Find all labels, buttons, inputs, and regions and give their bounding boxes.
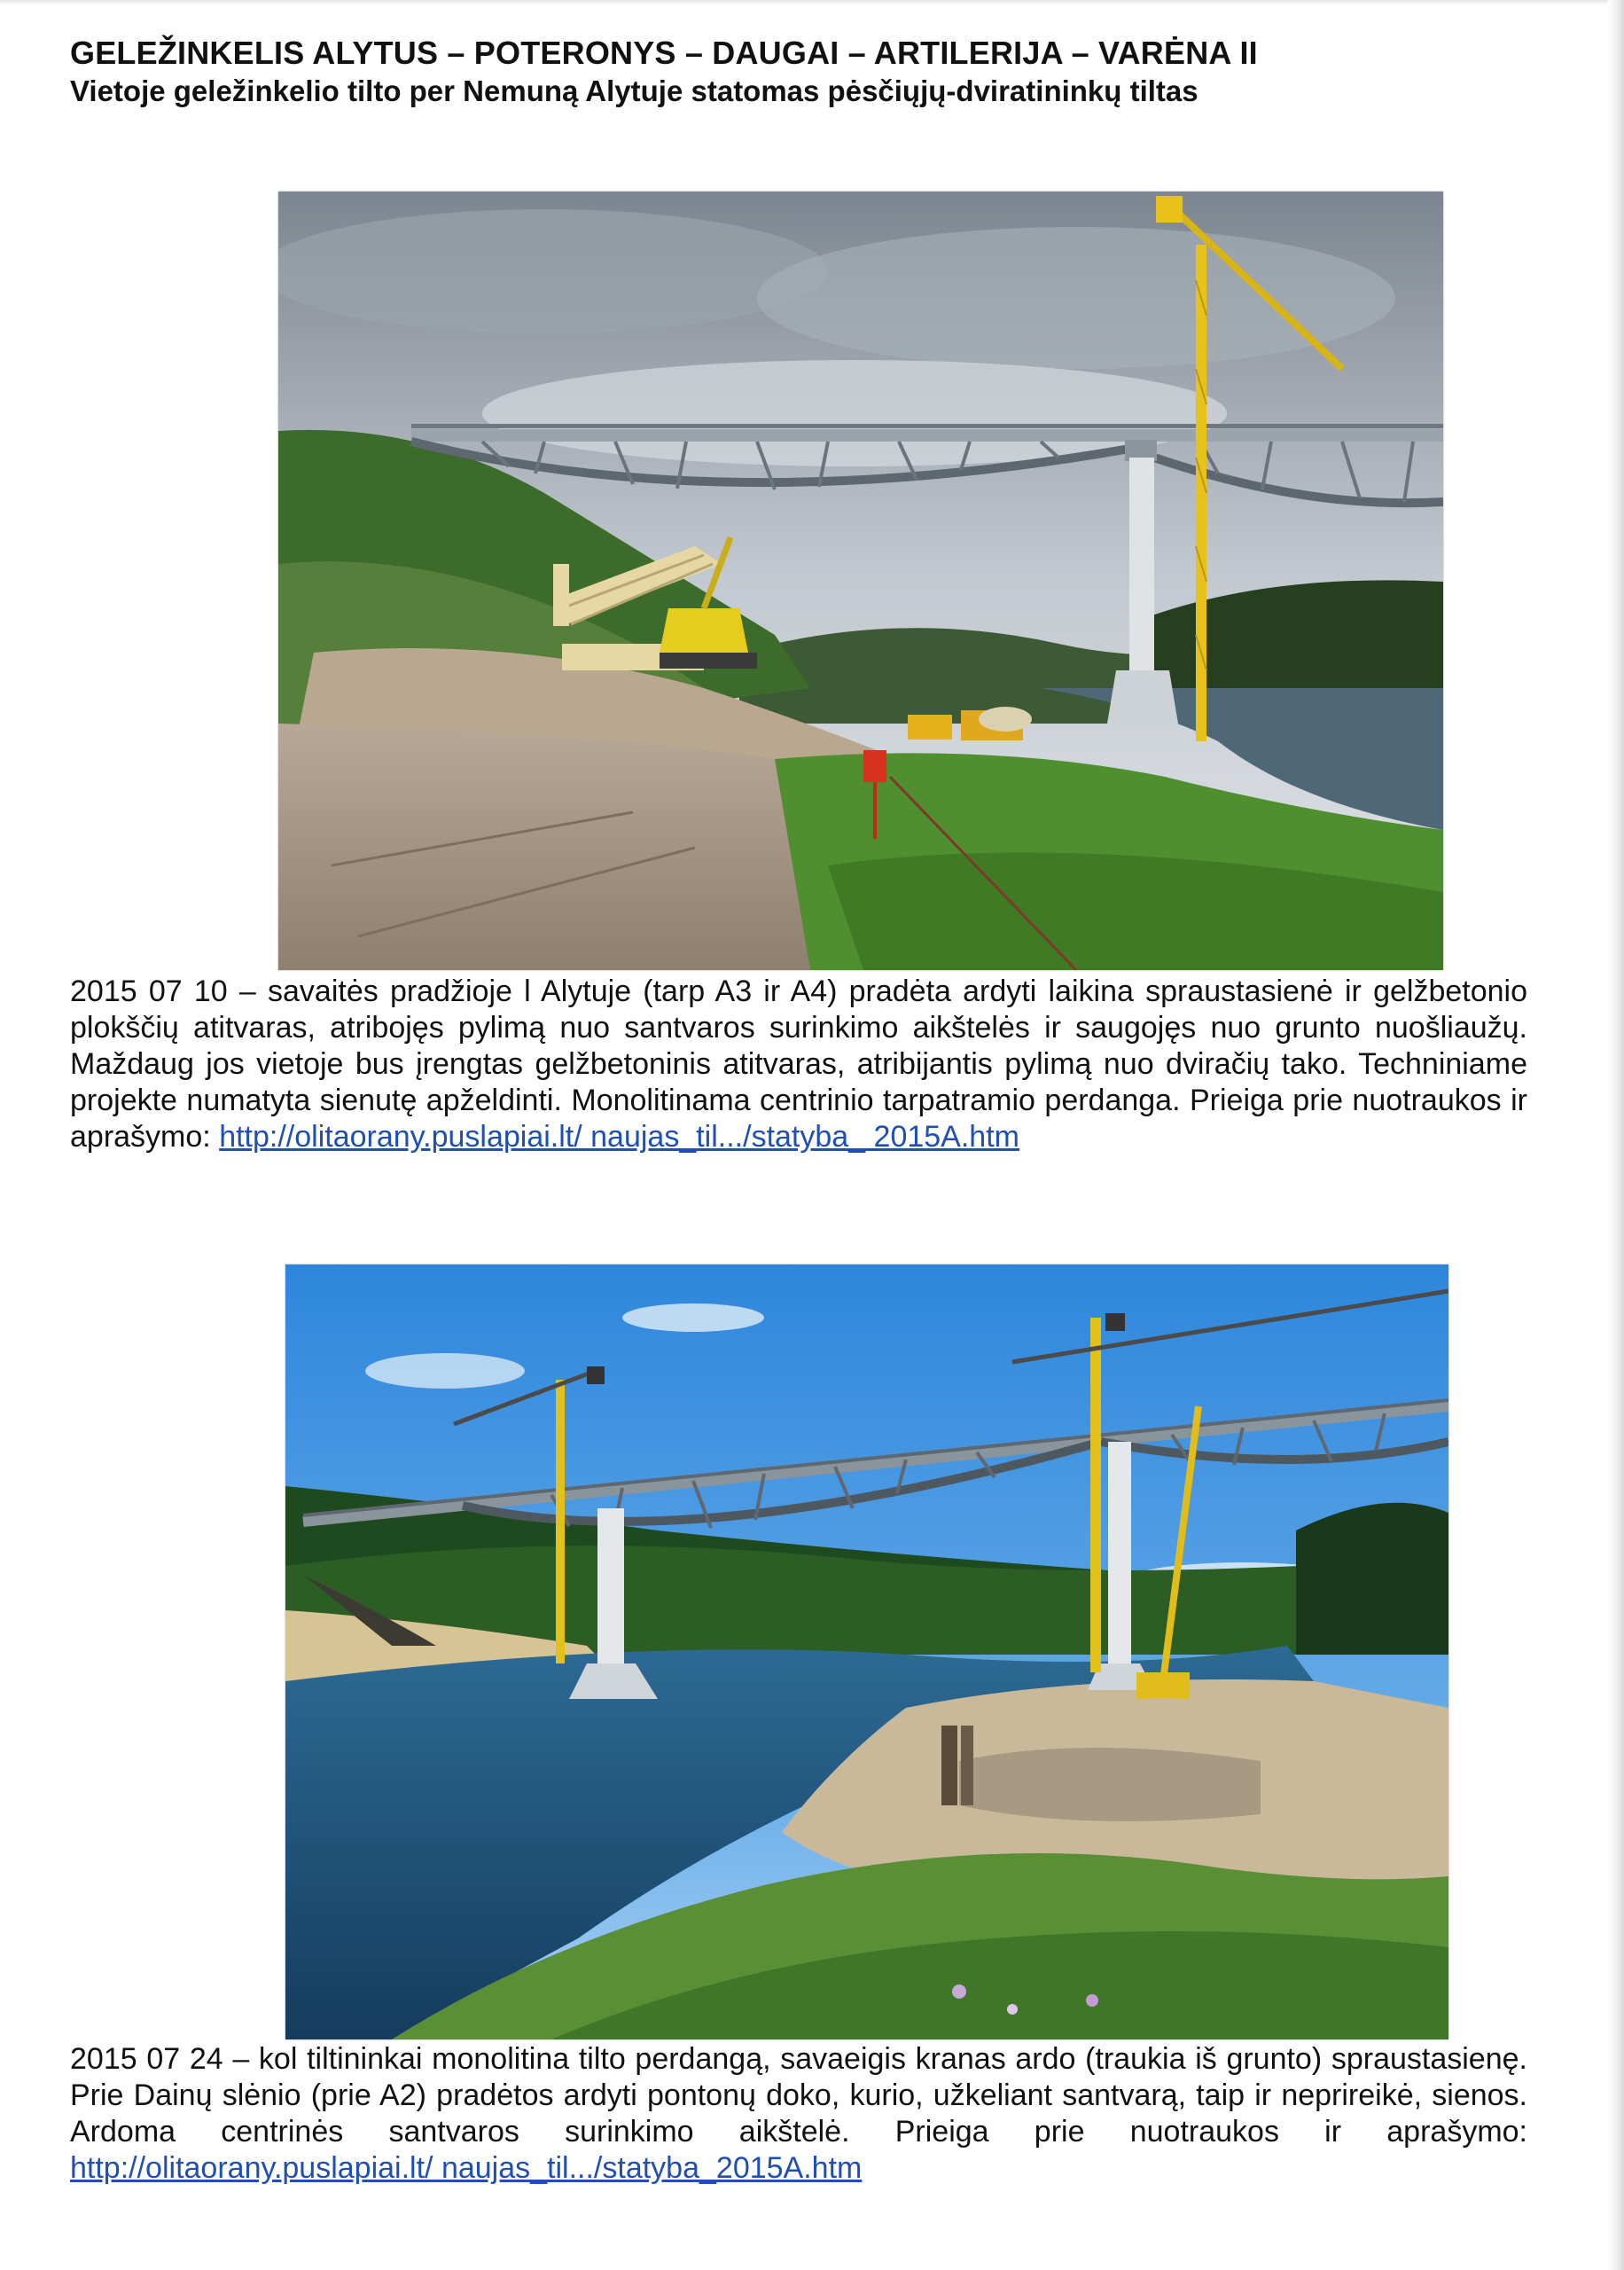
caption-2-text: 2015 07 24 – kol tiltininkai monolitina tilto perdangą, savaeigis kranas ardo (traukia iš grunto) spraustasienę. Prie Dainų slėnio (prie A2) pradėtos ardyti pontonų doko, kurio, užkeliant santvarą, taip ir neprireikė, sienos. Ardoma centrinės santvaros surinkimo aikštelė. Prieiga prie nuotraukos ir aprašymo: [70, 2042, 1527, 2149]
bridge-construction-image-2 [285, 1264, 1448, 2039]
page-title: GELEŽINKELIS ALYTUS – POTERONYS – DAUGAI – ARTILERIJA – VARĖNA II [70, 35, 1258, 71]
page-edge-right [1608, 0, 1624, 2270]
bridge-construction-image-1 [278, 192, 1443, 970]
caption-1-text: 2015 07 10 – savaitės pradžioje l Alytuje (tarp A3 ir A4) pradėta ardyti laikina spraustasienė ir gelžbetonio plokščių atitvaras, atribojęs pylimą nuo santvaros surinkimo aikštelės ir saugojęs nuo grunto nuošliaužų. Maždaug jos vietoje bus įrengtas gelžbetoninis atitvaras, atribijantis pylimą nuo dviračių tako. Techniniame projekte numatyta sienutę apželdinti. Monolitinama centrinio tarpatramio perdanga. Prieiga prie nuotraukos ir aprašymo: [70, 975, 1527, 1154]
page-subtitle: Vietoje geležinkelio tilto per Nemuną Alytuje statomas pėsčiųjų-dviratininkų tiltas [70, 74, 1198, 107]
page-header [70, 34, 1559, 110]
photo-2-caption [70, 2041, 1527, 2187]
page-edge-top [0, 0, 1624, 5]
photo-1-caption [70, 974, 1527, 1155]
caption-2-link[interactable]: http://olitaorany.puslapiai.lt/ naujas_til.../statyba_2015A.htm [70, 2151, 863, 2185]
construction-photo-1 [278, 192, 1443, 970]
caption-1-link[interactable]: http://olitaorany.puslapiai.lt/ naujas_til.../statyba_ 2015A.htm [219, 1120, 1019, 1154]
construction-photo-2 [285, 1264, 1448, 2039]
